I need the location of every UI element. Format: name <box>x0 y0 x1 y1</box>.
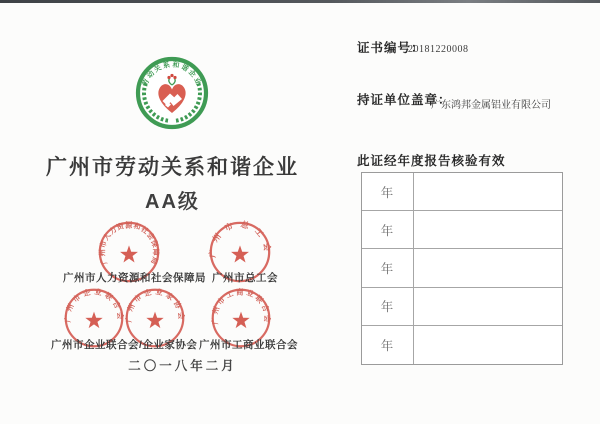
seal-text: 广州市企业家协会 <box>124 287 186 323</box>
annual-verification-title: 此证经年度报告核验有效 <box>357 154 506 168</box>
certificate-number-value: 20181220008 <box>408 44 469 55</box>
seal-label-enterprise-confederation: 广州市企业联合会/企业家协会 <box>51 339 198 351</box>
svg-text:广州市人力资源和社会保障局 <box>97 221 160 266</box>
seal-label-human-resources-bureau: 广州市人力资源和社会保障局 <box>63 272 206 284</box>
certificate-grade: AA级 <box>145 191 200 213</box>
year-cell: 年 <box>362 249 414 287</box>
year-cell: 年 <box>362 288 414 326</box>
seal-text: 广州市人力资源和社会保障局 <box>98 221 160 266</box>
seal-text: 广州市企业联合会 <box>63 287 125 323</box>
verification-blank-cell <box>414 326 562 364</box>
certificate-number-label: 证书编号： <box>357 41 425 55</box>
verification-blank-cell <box>414 288 562 326</box>
year-cell: 年 <box>362 326 414 364</box>
certificate-title: 广州市劳动关系和谐企业 <box>46 156 299 179</box>
verification-blank-cell <box>414 173 562 211</box>
verification-blank-cell <box>414 249 562 287</box>
harmonious-enterprise-logo-icon <box>135 56 209 130</box>
year-cell: 年 <box>362 211 414 249</box>
annual-verification-table <box>361 172 563 365</box>
seal-text: 广州市工商业联合会 <box>210 287 272 325</box>
holder-company-name: 广东鸿邦金属铝业有限公司 <box>431 100 551 111</box>
year-cell: 年 <box>362 173 414 211</box>
issue-date: 二〇一八年二月 <box>128 359 237 373</box>
seal-label-federation-trade-unions: 广州市总工会 <box>212 272 278 284</box>
certificate-right-page <box>345 0 600 424</box>
holder-seal-label: 持证单位盖章： <box>357 93 452 107</box>
logo-arc-text: 劳动关系和谐企业 <box>141 61 203 88</box>
seal-label-industry-commerce-federation: 广州市工商业联合会 <box>199 339 298 351</box>
verification-blank-cell <box>414 211 562 249</box>
seal-text: 广州市总工会 <box>208 220 272 258</box>
